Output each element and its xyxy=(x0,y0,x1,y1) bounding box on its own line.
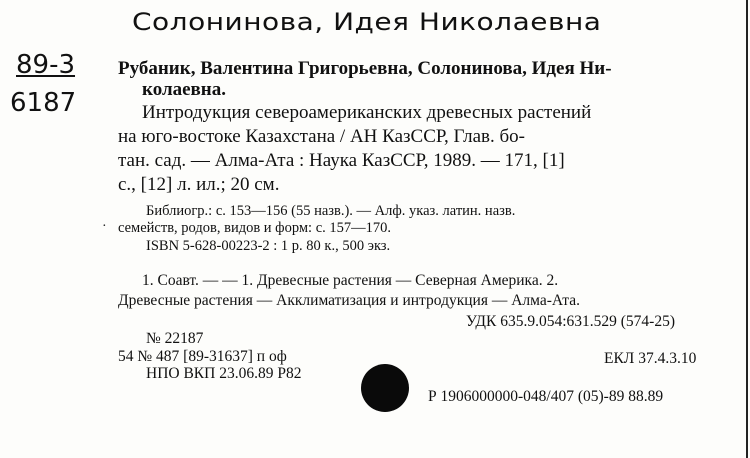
title-line-4: с., [12] л. ил.; 20 см. xyxy=(118,174,280,195)
handwritten-author-name: Солонинова, Идея Николаевна xyxy=(132,8,602,37)
author-line-2: колаевна. xyxy=(142,79,226,100)
author-line-1: Рубаник, Валентина Григорьевна, Солонинова, Идея Ни- xyxy=(118,58,612,79)
handwritten-code-bottom: 6187 xyxy=(10,88,77,118)
ekl-code: ЕКЛ 37.4.3.10 xyxy=(604,350,697,367)
subject-line-2: Древесные растения — Акклиматизация и интродукция — Алма-Ата. xyxy=(118,292,581,309)
bibliography-line-1: Библиогр.: с. 153—156 (55 назв.). — Алф. указ. латин. назв. xyxy=(146,203,516,219)
price-code: Р 1906000000-048/407 (05)-89 88.89 xyxy=(428,388,664,405)
udk-code: УДК 635.9.054:631.529 (574-25) xyxy=(466,313,675,330)
record-number: № 22187 xyxy=(146,330,204,347)
npo-line: НПО ВКП 23.06.89 Р82 xyxy=(146,365,302,382)
record-line-54: 54 № 487 [89-31637] п оф xyxy=(118,348,287,365)
title-line-1: Интродукция североамериканских древесных растений xyxy=(142,102,592,123)
title-line-3: тан. сад. — Алма-Ата : Наука КазССР, 1989. — 171, [1] xyxy=(118,150,565,171)
handwritten-code-top: 89-3 xyxy=(16,50,76,80)
ink-blot xyxy=(361,364,409,412)
bibliography-line-2: семейств, родов, видов и форм: с. 157—170. xyxy=(118,220,392,236)
card-edge-line xyxy=(746,0,748,458)
isbn-line: ISBN 5-628-00223-2 : 1 р. 80 к., 500 экз. xyxy=(146,238,391,254)
ink-speck: · xyxy=(102,219,107,234)
title-line-2: на юго-востоке Казахстана / АН КазССР, Глав. бо- xyxy=(118,126,525,147)
subject-line-1: 1. Соавт. — — 1. Древесные растения — Северная Америка. 2. xyxy=(142,272,559,289)
